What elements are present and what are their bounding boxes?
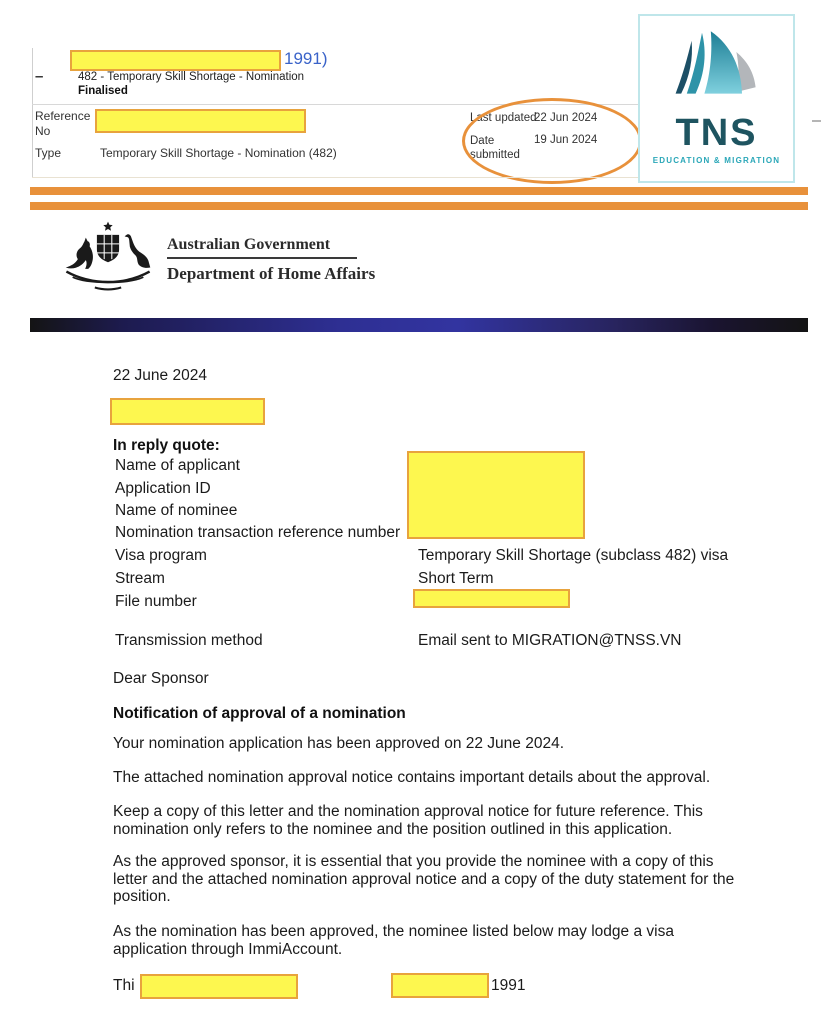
application-title-link[interactable]: 1991) xyxy=(284,49,328,68)
letter-subject: Notification of approval of a nomination xyxy=(113,705,406,722)
redacted-reference-no xyxy=(95,109,306,133)
australian-coat-of-arms-icon xyxy=(56,219,160,293)
paragraph-5-line: As the nomination has been approved, the nominee listed below may lodge a visa xyxy=(113,923,674,940)
paragraph-4-line: letter and the attached nomination approval notice and a copy of the duty statement for the xyxy=(113,870,735,888)
date-submitted-value: 19 Jun 2024 xyxy=(534,134,598,146)
field-label-nomination-reference: Nomination transaction reference number xyxy=(115,524,401,541)
field-label-stream: Stream xyxy=(115,570,165,587)
redacted-file-number xyxy=(413,589,570,608)
date-submitted-label: Date submitted xyxy=(470,135,520,161)
field-label-name-of-applicant: Name of applicant xyxy=(115,457,240,474)
panel-bottom-border xyxy=(32,177,638,178)
field-value-stream: Short Term xyxy=(418,570,494,587)
panel-left-border xyxy=(32,48,33,177)
field-label-name-of-nominee: Name of nominee xyxy=(115,502,238,519)
tns-tagline: EDUCATION & MIGRATION xyxy=(652,156,781,165)
redacted-nominee-dob xyxy=(391,973,489,998)
field-value-visa-program: Temporary Skill Shortage (subclass 482) visa xyxy=(418,547,729,564)
paragraph-4-line: As the approved sponsor, it is essential that you provide the nominee with a copy of this xyxy=(113,853,714,870)
field-label-file-number: File number xyxy=(115,593,197,610)
letter-date: 22 June 2024 xyxy=(113,367,207,384)
field-label-application-id: Application ID xyxy=(115,480,211,497)
reference-no-label: Reference No xyxy=(35,109,91,138)
highlight-ellipse-annotation xyxy=(462,98,642,184)
paragraph-1-line: Your nomination application has been approved on 22 June 2024. xyxy=(113,735,564,752)
nominee-dob-suffix: 1991 xyxy=(491,977,526,994)
page-edge-dash xyxy=(812,120,821,122)
type-value: Temporary Skill Shortage - Nomination (482) xyxy=(100,146,337,160)
tns-logo xyxy=(638,14,795,183)
paragraph-5 xyxy=(113,923,674,958)
last-updated-value: 22 Jun 2024 xyxy=(534,112,598,124)
reply-quote-heading: In reply quote: xyxy=(113,437,220,454)
gov-header-divider xyxy=(167,257,357,259)
tns-acronym: TNS xyxy=(675,112,758,154)
tns-sails-icon xyxy=(658,20,778,116)
paragraph-3 xyxy=(113,803,703,838)
paragraph-4 xyxy=(113,853,734,906)
status-badge: Finalised xyxy=(78,85,128,97)
paragraph-1 xyxy=(113,735,564,753)
redacted-addressee xyxy=(110,398,265,425)
field-label-visa-program: Visa program xyxy=(115,547,207,564)
redacted-applicant-details xyxy=(407,451,585,539)
paragraph-5-line: application through ImmiAccount. xyxy=(113,940,343,958)
paragraph-2-line: The attached nomination approval notice contains important details about the approval. xyxy=(113,769,711,786)
gov-header-line2: Department of Home Affairs xyxy=(167,264,376,283)
transmission-method-label: Transmission method xyxy=(115,632,263,649)
salutation: Dear Sponsor xyxy=(113,670,209,687)
redacted-nominee-name xyxy=(140,974,298,999)
paragraph-3-line: nomination only refers to the nominee and the position outlined in this application. xyxy=(113,820,673,838)
redacted-application-title xyxy=(70,50,281,71)
paragraph-3-line: Keep a copy of this letter and the nomination approval notice for future reference. This xyxy=(113,803,703,820)
orange-divider-top xyxy=(30,187,808,195)
type-label: Type xyxy=(35,146,62,160)
nominee-name-prefix: Thi xyxy=(113,977,135,994)
application-subtitle: 482 - Temporary Skill Shortage - Nomination xyxy=(78,71,305,83)
transmission-method-value: Email sent to MIGRATION@TNSS.VN xyxy=(418,632,682,649)
last-updated-label: Last updated xyxy=(470,112,537,124)
paragraph-2 xyxy=(113,769,710,787)
collapse-minus-icon[interactable]: – xyxy=(35,68,44,85)
header-gradient-bar xyxy=(30,318,808,332)
paragraph-4-line: position. xyxy=(113,888,171,905)
gov-header-line1: Australian Government xyxy=(167,236,331,253)
orange-divider-bottom xyxy=(30,202,808,210)
